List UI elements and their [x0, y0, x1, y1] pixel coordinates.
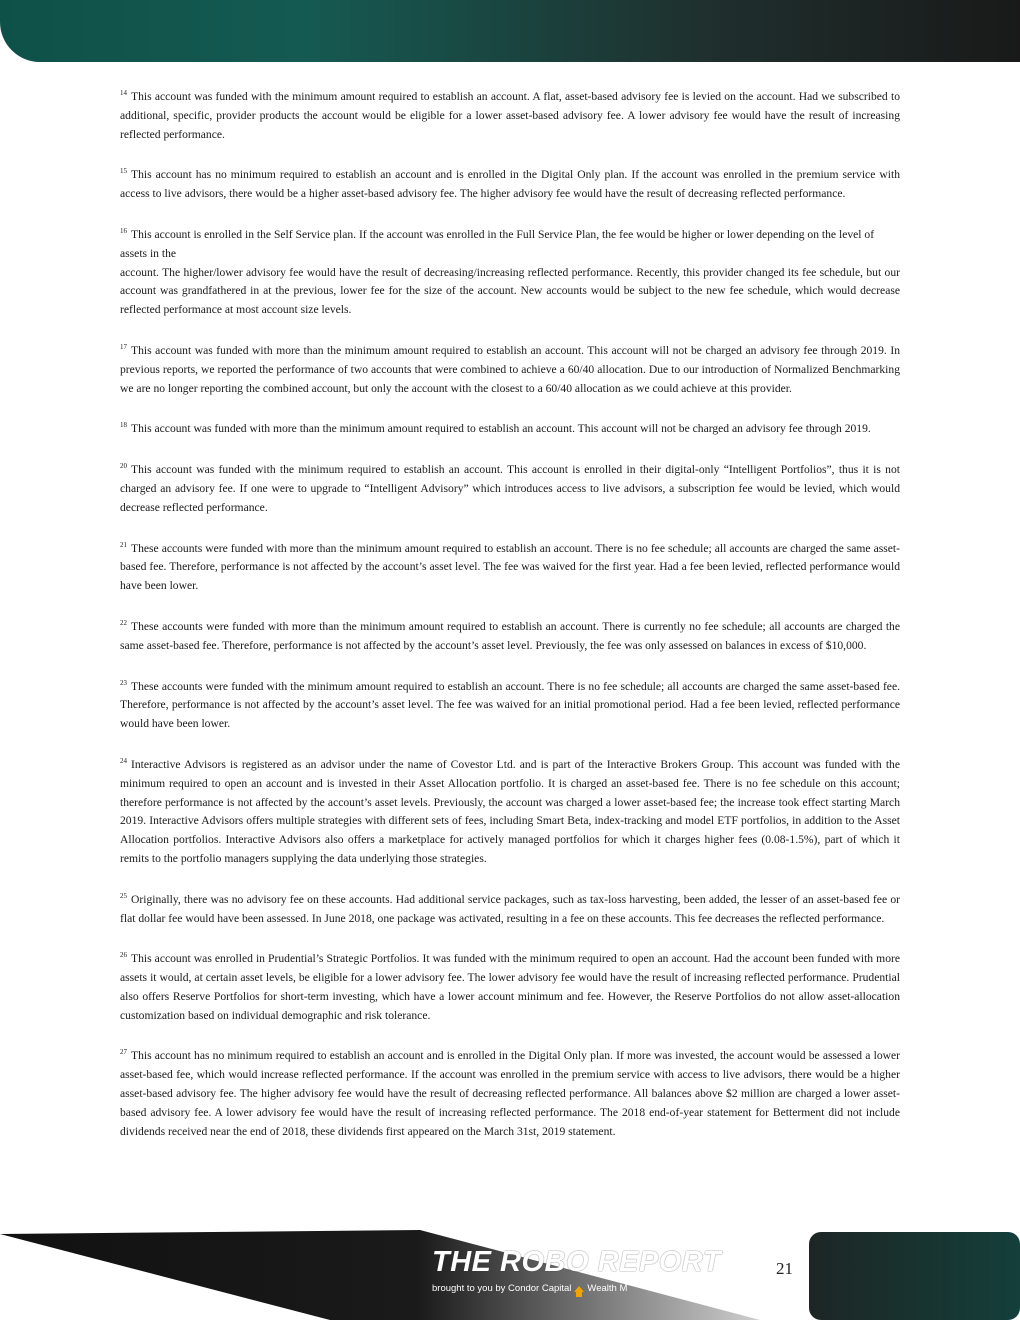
- brand-subtitle: [432, 1283, 762, 1294]
- footnote-text: This account was funded with more than the minimum amount required to establish an account. This account will not be charged an advisory fee through 2019.: [131, 422, 871, 436]
- footnote-number: 18: [120, 421, 127, 430]
- footnote-text: This account was funded with the minimum amount required to establish an account. A flat, asset-based advisory fee is levied on the account. Had we subscribed to additional, specific, provider products the account would be eligible for a lower asset-based advisory fee. A lower advisory fee would have the result of increasing reflected performance.: [120, 90, 900, 141]
- footnote-25: [120, 887, 900, 929]
- footnote-14: [120, 84, 900, 144]
- footnote-23: [120, 674, 900, 734]
- header-band: [0, 0, 1020, 62]
- footnote-number: 21: [120, 540, 127, 549]
- footnote-text: This account was funded with more than the minimum amount required to establish an account. This account will not be charged an advisory fee through 2019. In previous reports, we reported the performance of two accounts that were combined to achieve a 60/40 allocation. Due to our introduction of Normalized Benchmarking we are no longer reporting the combined account, but only the account with the closest to a 60/40 allocation as we could achieve at this provider.: [120, 343, 900, 395]
- page-number: 21: [776, 1259, 793, 1278]
- footnote-number: 22: [120, 618, 127, 627]
- footnote-text: These accounts were funded with more than the minimum amount required to establish an account. There is no fee schedule; all accounts are charged the same asset-based fee. Therefore, performance is not affected by the account’s asset level. The fee was waived for the first year. Had a fee been levied, reflected performance would have been lower.: [120, 541, 900, 593]
- footnote-text-continued: account. The higher/lower advisory fee would have the result of decreasing/increasing reflected performance. Recently, this provider changed its fee schedule, but our account was grandfathered in at the previous, lower fee for the size of the account. New accounts would be subject to the new fee schedule, which would decrease reflected performance at most account size levels.: [120, 265, 900, 317]
- footnote-text: These accounts were funded with the minimum amount required to establish an account. There is no fee schedule; all accounts are charged the same asset-based fee. Therefore, performance is not affected by the account’s asset level. The fee was waived for an initial promotional period. Had a fee been levied, reflected performance would have been lower.: [120, 679, 900, 731]
- footnote-text: This account is enrolled in the Self Service plan. If the account was enrolled in the Full Service Plan, the fee would be higher or lower depending on the level of assets in the: [120, 227, 875, 260]
- footnote-21: [120, 536, 900, 596]
- footnote-number: 27: [120, 1048, 127, 1057]
- brand-title: THE ROBO REPORT: [432, 1246, 721, 1278]
- house-icon: [574, 1286, 584, 1292]
- footnote-text: Interactive Advisors is registered as an advisor under the name of Covestor Ltd. and is part of the Interactive Brokers Group. This account was funded with the minimum required to open an account and is invested in their Asset Allocation portfolio. It is charged an asset-based fee. There is no fee schedule on this account; therefore performance is not affected by the account’s asset levels. Previously, the account was charged a lower asset-based fee; the increase took effect starting March 2019. Interactive Advisors offers multiple strategies with different sets of fees, including Smart Beta, index-tracking and model ETF portfolios, in addition to the Asset Allocation portfolios. Interactive Advisors also offers a marketplace for actively managed portfolios for which it charges higher fees (0.08-1.5%), part of which it remits to the portfolio managers supplying the data underlying those strategies.: [120, 757, 900, 865]
- brand-subtitle-text: brought to you by Condor Capital: [432, 1283, 572, 1294]
- footnote-17: [120, 338, 900, 398]
- footnote-27: [120, 1043, 900, 1141]
- footnote-number: 24: [120, 756, 127, 765]
- footnote-15: [120, 162, 900, 204]
- brand-logo: [432, 1246, 762, 1306]
- footnote-text: This account was funded with the minimum required to establish an account. This account is enrolled in their digital-only “Intelligent Portfolios”, thus it is not charged an advisory fee. If one were to upgrade to “Intelligent Advisory” which introduces access to live advisors, a subscription fee would be levied, which would decrease reflected performance.: [120, 463, 900, 514]
- footnote-26: [120, 946, 900, 1025]
- footnote-number: 16: [120, 226, 127, 235]
- footnote-22: [120, 614, 900, 656]
- footnote-24: [120, 752, 900, 869]
- footnote-text: Originally, there was no advisory fee on these accounts. Had additional service packages, such as tax-loss harvesting, been added, the lesser of an asset-based fee or flat dollar fee would have been assessed. In June 2018, one package was activated, resulting in a fee on these accounts. This fee decreases the reflected performance.: [120, 892, 900, 925]
- footnote-text: These accounts were funded with more than the minimum amount required to establish an account. There is currently no fee schedule; all accounts are charged the same asset-based fee. Therefore, performance is not affected by the account’s asset level. Previously, the fee was only assessed on balances in excess of $10,000.: [120, 619, 900, 652]
- footnote-20: [120, 457, 900, 517]
- brand-subtitle-text-2: Wealth M: [587, 1283, 628, 1294]
- footnote-16: [120, 222, 900, 320]
- footnote-number: 23: [120, 678, 127, 687]
- footnote-number: 14: [120, 89, 127, 97]
- footnote-text: This account has no minimum required to establish an account and is enrolled in the Digital Only plan. If more was invested, the account would be assessed a lower asset-based fee, which would increase reflected performance. If the account was enrolled in the premium service with access to live advisors, there would be a higher asset-based advisory fee. The higher advisory fee would have the result of decreasing reflected performance. All balances above $2 million are charged a lower asset-based advisory fee. A lower advisory fee would have the result of increasing reflected performance. The 2018 end-of-year statement for Betterment did not include dividends received near the end of 2018, these dividends first appeared on the March 31st, 2019 statement.: [120, 1049, 900, 1138]
- footer-teal-block: [809, 1232, 1020, 1320]
- footnote-number: 17: [120, 342, 127, 351]
- footnote-18: [120, 416, 900, 439]
- footnotes: [120, 84, 900, 1159]
- footnote-text: This account was enrolled in Prudential’s Strategic Portfolios. It was funded with the minimum required to open an account. Had the account been funded with more assets it would, at certain asset levels, be eligible for a lower advisory fee. The lower advisory fee would have the result of increasing reflected performance. Prudential also offers Reserve Portfolios for short-term investing, which have a lower account minimum and fee. However, the Reserve Portfolios do not allow asset-allocation customization based on individual demographic and risk tolerance.: [120, 952, 900, 1022]
- footnote-number: 26: [120, 951, 127, 960]
- footnote-text: This account has no minimum required to establish an account and is enrolled in the Digital Only plan. If the account was enrolled in the premium service with access to live advisors, there would be a higher asset-based advisory fee. The higher advisory fee would have the result of decreasing reflected performance.: [120, 168, 900, 201]
- footnote-number: 25: [120, 891, 127, 900]
- footnote-number: 15: [120, 167, 127, 176]
- footnote-number: 20: [120, 462, 127, 471]
